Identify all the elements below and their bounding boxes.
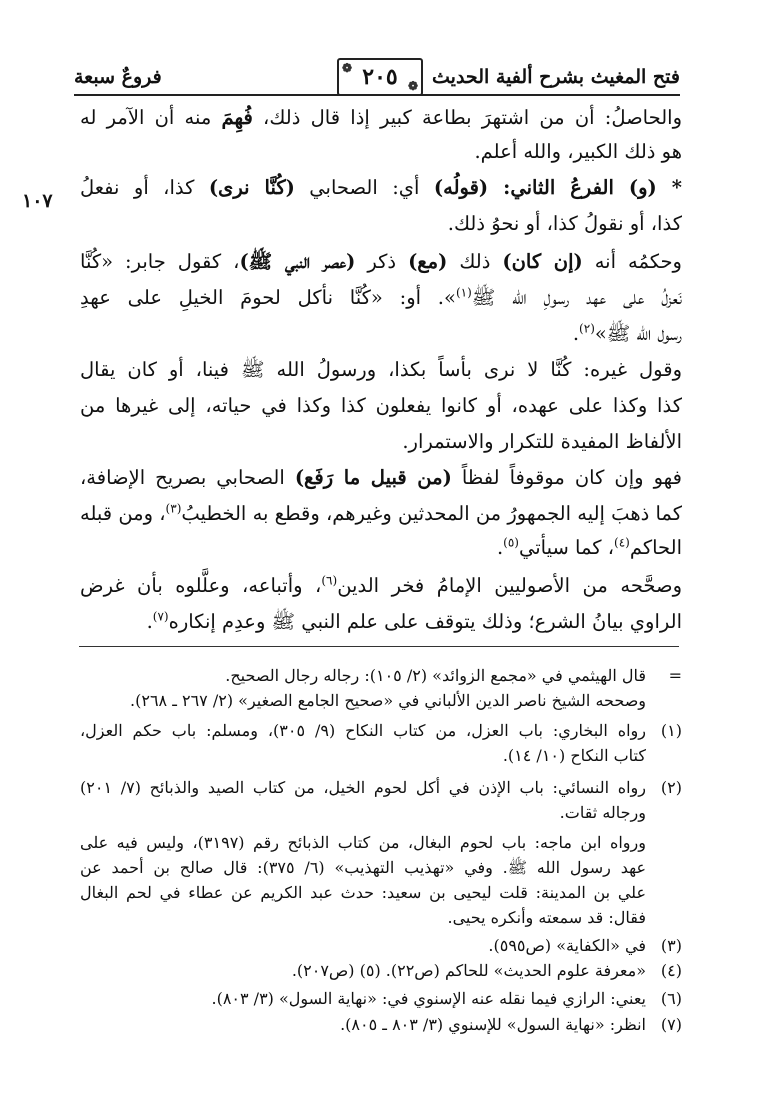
footnote-number: (٢) (660, 778, 682, 797)
footnote-line (80, 830, 682, 856)
margin-verse-number: ١٠٧ (22, 190, 53, 212)
text-span: كذا وكذا على عهده، أو كانوا يفعلون كذا وكذا في حياته، إلى غيرها من (80, 394, 682, 417)
footnote-ref: (٤) (614, 535, 630, 550)
text-line (80, 134, 682, 170)
text-span: أي: الصحابي (294, 176, 434, 199)
footnote-line (80, 933, 682, 959)
footnote-line (80, 855, 682, 881)
bold-text: * (و) الفرعُ الثاني: (قولُه) (433, 176, 682, 199)
footnote-text: «معرفة علوم الحديث» للحاكم (ص٢٢). (٥) (ص٢٠٧). (291, 961, 646, 980)
footnote-ref: (٣) (165, 501, 182, 516)
text-span: الصحابي بصريح الإضافة، (80, 466, 295, 489)
text-span: وصحَّحه من الأصوليين الإمامُ فخر الدين (337, 574, 682, 597)
footnote-ref: (٢) (579, 321, 595, 336)
text-span: والحاصلُ: أن من اشتهرَ بطاعة كبير إذا قال ذلك، (252, 106, 682, 129)
footnote-number: (٣) (660, 936, 682, 955)
footnote-line (80, 775, 682, 801)
footnote-line (80, 800, 682, 826)
text-span: نَعزلُ على عهد رسولِ الله ﷺ (471, 286, 682, 309)
text-span: ذكر (355, 250, 409, 273)
footnote-text: فقال: قد سمعته وأنكره يحيى. (447, 908, 646, 927)
footnote-ref: (٧) (152, 609, 169, 624)
footnote-number: (١) (660, 721, 682, 740)
text-span: . (146, 610, 153, 633)
text-span: . (572, 322, 580, 345)
footnote-number: (٦) (660, 989, 682, 1008)
text-span: كذا، أو نفعلُ (80, 176, 209, 199)
corner-ornament-icon: ❁ (407, 79, 418, 93)
corner-ornament-icon: ❁ (342, 61, 353, 75)
text-line (80, 206, 682, 242)
text-span: كذا، أو نقولُ كذا، أو نحوُ ذلك. (447, 212, 682, 235)
text-line (80, 280, 682, 316)
section-title: فروعٌ سبعة (74, 66, 162, 88)
book-title: فتح المغيث بشرح ألفية الحديث (432, 66, 680, 88)
bold-text: (مع) (408, 250, 448, 273)
footnote-number: (٤) (660, 961, 682, 980)
footnote-text: رواه البخاري: باب العزل، من كتاب النكاح (٩/ ٣٠٥)، ومسلم: باب حكم العزل، (80, 721, 647, 740)
text-line (80, 496, 682, 532)
text-line (80, 244, 682, 280)
text-line (80, 170, 682, 206)
text-span: الحاكم (629, 536, 682, 559)
footnote-line (80, 905, 682, 931)
text-span: . (496, 536, 504, 559)
text-span: ، ومن قبله (80, 502, 166, 525)
bold-text: فُهِمَ (221, 106, 253, 129)
footnote-number: = (668, 666, 682, 685)
text-line (80, 388, 682, 424)
page-number: ٢٠٥ (362, 64, 398, 90)
text-line (80, 352, 682, 388)
text-span: منه أن الآمر له (80, 106, 222, 129)
footnote-line (80, 718, 682, 744)
bold-text: (إن كان) (502, 250, 583, 273)
running-header (74, 56, 680, 96)
footnote-text: علي بن المدينة: قلت ليحيى بن سعيد: حدث عبد الكريم عن عطاء في لحم البغال (80, 883, 646, 902)
footnote-text: رواه النسائي: باب الإذن في أكل لحوم الخيل، من كتاب الصيد والذبائح (٧/ ٢٠١) (80, 778, 646, 797)
text-span: فهو وإن كان موقوفاً لفظاً (451, 466, 682, 489)
footnote-line (80, 958, 682, 984)
footnote-ref: (٦) (321, 573, 338, 588)
footnote-text: يعني: الرازي فيما نقله عنه الإسنوي في: «نهاية السول» (٣/ ٨٠٣). (211, 989, 646, 1008)
footnote-text: ورواه ابن ماجه: باب لحوم البغال، من كتاب الذبائح رقم (٣١٩٧)، وليس فيه على (80, 833, 646, 852)
footnote-text: كتاب النكاح (١٠/ ١٤). (502, 746, 646, 765)
header-rule (74, 94, 680, 96)
text-span: الألفاظ المفيدة للتكرار والاستمرار. (402, 430, 682, 453)
bold-text: (من قبيل ما رَفَع) (294, 466, 452, 489)
bold-text: (عصر النبي ﷺ) (239, 250, 356, 273)
text-line (80, 604, 682, 640)
text-span: وحكمُه أنه (582, 250, 682, 273)
footnote-divider (79, 646, 679, 647)
text-span: هو ذلك الكبير، والله أعلم. (474, 140, 682, 163)
bold-text: (كُنَّا نرى) (208, 176, 295, 199)
text-line (80, 424, 682, 460)
footnote-text: قال الهيثمي في «مجمع الزوائد» (٢/ ١٠٥): رجاله رجال الصحيح. (225, 666, 646, 685)
footnote-line (80, 663, 682, 689)
footnote-text: عهد رسول الله ﷺ. وفي «تهذيب التهذيب» (٦/ ٣٧٥): قال صالح بن أحمد عن (80, 858, 647, 877)
text-line (80, 100, 682, 136)
text-span: كما ذهبَ إليه الجمهورُ من المحدثين وغيرهم، وقطع به الخطيبُ (181, 502, 682, 525)
text-span: ذلك (447, 250, 503, 273)
text-span: رسول الله ﷺ» (594, 322, 682, 345)
footnote-line (80, 1012, 682, 1038)
footnote-text: وصححه الشيخ ناصر الدين الألباني في «صحيح الجامع الصغير» (٢/ ٢٦٧ ـ ٢٦٨). (130, 691, 646, 710)
text-span: الراوي بيانُ الشرع؛ وذلك يتوقف على علم النبي ﷺ وعدِم إنكاره (168, 610, 682, 633)
text-line (80, 568, 682, 604)
text-line (80, 316, 682, 352)
footnote-line (80, 880, 682, 906)
footnote-line (80, 986, 682, 1012)
page-number-box (337, 58, 423, 96)
footnote-line (80, 688, 682, 714)
text-span: ، كما سيأتي (518, 536, 615, 559)
text-span: ، كقول جابر: «كُنَّا (80, 250, 240, 273)
text-span: ». أو: «كُنَّا نأكل لحومَ الخيلِ على عهدِ (80, 286, 456, 309)
footnote-number: (٧) (660, 1015, 682, 1034)
footnote-text: ورجاله ثقات. (559, 803, 646, 822)
footnote-line (80, 743, 682, 769)
text-span: وقول غيره: كُنَّا لا نرى بأساً بكذا، ورسولُ الله ﷺ فينا، أو كان يقال (80, 358, 682, 381)
footnote-ref: (١) (455, 285, 472, 300)
footnote-ref: (٥) (503, 535, 519, 550)
footnote-text: انظر: «نهاية السول» للإسنوي (٣/ ٨٠٣ ـ ٨٠٥). (340, 1015, 646, 1034)
text-line (80, 460, 682, 496)
text-line (80, 530, 682, 566)
footnote-text: في «الكفاية» (ص٥٩٥). (488, 936, 646, 955)
text-span: ، وأتباعه، وعلَّلوه بأن غرض (80, 574, 322, 597)
